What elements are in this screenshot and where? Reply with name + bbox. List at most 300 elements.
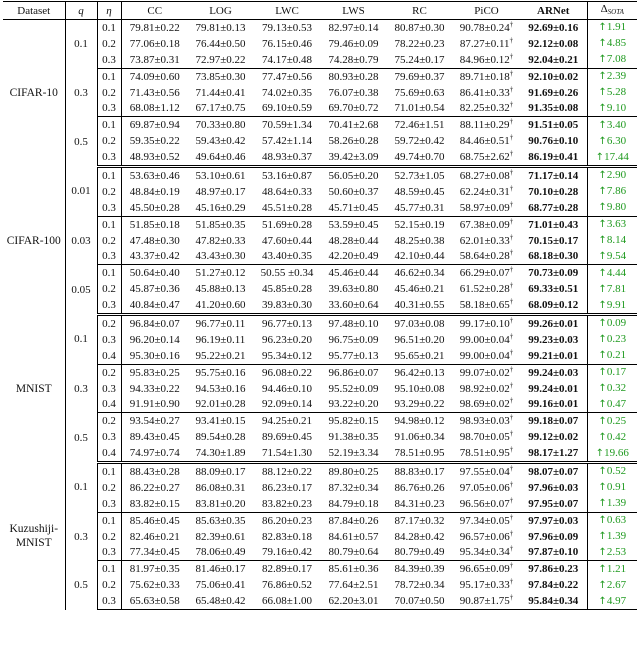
method-cell: 95.30±0.16: [121, 348, 188, 364]
up-arrow-icon: ↑: [598, 250, 607, 262]
method-cell: 84.28±0.42: [394, 530, 445, 543]
dagger-mark: †: [509, 36, 514, 45]
method-cell: 96.42±0.13: [394, 366, 445, 379]
eta-value: 0.3: [97, 381, 121, 397]
header-pico: PiCO: [453, 2, 520, 20]
pico-value: 87.27±0.11: [459, 37, 510, 50]
up-arrow-icon: ↑: [598, 595, 607, 607]
delta-value: 7.86: [606, 185, 627, 198]
pico-cell: [453, 200, 520, 216]
pico-value: 84.46±0.51: [459, 135, 510, 148]
method-cell: 52.19±3.34: [321, 445, 386, 462]
pico-value: 62.01±0.33: [459, 234, 510, 247]
delta-cell: [587, 100, 637, 116]
method-cell: 33.60±0.64: [321, 297, 386, 314]
method-cell: 45.51±0.28: [253, 200, 321, 216]
pico-value: 98.69±0.02: [459, 398, 510, 411]
up-arrow-icon: ↑: [598, 383, 607, 395]
eta-value: 0.2: [97, 413, 121, 429]
method-cell: 94.98±0.12: [394, 415, 445, 428]
up-arrow-icon: ↑: [598, 398, 607, 410]
method-cell: 70.41±2.68: [328, 119, 379, 132]
method-cell: 40.31±0.55: [386, 297, 453, 314]
pico-value: 68.27±0.08: [459, 169, 510, 182]
pico-value: 62.24±0.31: [459, 185, 510, 198]
up-arrow-icon: ↑: [598, 170, 607, 182]
pico-value: 97.05±0.06: [459, 481, 510, 494]
method-cell: 68.08±1.12: [121, 100, 188, 116]
table-row: [3, 348, 637, 364]
delta-cell: [587, 429, 637, 445]
up-arrow-icon: ↑: [598, 119, 607, 131]
arnet-cell: 99.18±0.07: [520, 413, 587, 429]
dataset-name-line: CIFAR-100: [6, 234, 61, 247]
method-cell: 80.79±0.49: [386, 545, 453, 561]
dataset-name: [3, 463, 65, 610]
method-cell: 95.10±0.08: [394, 382, 445, 395]
method-cell: 40.84±0.47: [121, 297, 188, 314]
delta-cell: [587, 577, 637, 593]
arnet-cell: 99.26±0.01: [520, 315, 587, 332]
eta-value: 0.2: [97, 184, 121, 200]
eta-value: 0.3: [97, 297, 121, 314]
dagger-mark: †: [509, 496, 514, 505]
delta-cell: [587, 233, 637, 249]
delta-cell: [587, 315, 637, 332]
eta-value: 0.4: [97, 348, 121, 364]
method-cell: 81.97±0.35: [129, 563, 180, 576]
method-cell: 84.39±0.39: [394, 563, 445, 576]
pico-cell: [453, 593, 520, 609]
q-value: 0.5: [65, 413, 97, 463]
dagger-mark: †: [509, 281, 514, 290]
arnet-cell: 97.95±0.07: [520, 496, 587, 512]
pico-value: 96.56±0.07: [459, 497, 510, 510]
delta-value: 4.97: [606, 594, 627, 607]
arnet-cell: 97.96±0.09: [520, 529, 587, 545]
dagger-mark: †: [509, 348, 514, 357]
method-cell: 70.07±0.50: [386, 593, 453, 609]
table-row: [3, 297, 637, 314]
method-cell: 97.03±0.08: [394, 317, 445, 330]
table-row: [3, 496, 637, 512]
table-row: [3, 52, 637, 68]
method-cell: 76.44±0.50: [195, 37, 246, 50]
delta-cell: [587, 117, 637, 133]
method-cell: 89.43±0.45: [129, 431, 180, 444]
method-cell: 82.89±0.17: [261, 563, 313, 576]
arnet-cell: 92.04±0.21: [520, 52, 587, 68]
table-row: [3, 480, 637, 496]
pico-cell: [453, 20, 520, 36]
method-cell: 42.20±0.49: [321, 248, 386, 264]
arnet-cell: 68.77±0.28: [520, 200, 587, 216]
dagger-mark: †: [509, 168, 514, 177]
method-cell: 67.17±0.75: [188, 100, 253, 116]
dataset-name: [3, 167, 65, 315]
delta-value: 1.91: [606, 21, 627, 34]
method-cell: 83.82±0.23: [253, 496, 321, 512]
method-cell: 78.22±0.23: [394, 37, 445, 50]
method-cell: 88.12±0.22: [261, 465, 313, 478]
table-row: [3, 265, 637, 281]
table-row: [3, 216, 637, 232]
method-cell: 74.09±0.60: [129, 70, 180, 83]
method-cell: 50.55 ±0.34: [260, 267, 314, 280]
up-arrow-icon: ↑: [598, 563, 607, 575]
delta-value: 7.08: [606, 53, 627, 66]
eta-value: 0.2: [97, 36, 121, 52]
pico-cell: [453, 184, 520, 200]
method-cell: 59.43±0.42: [195, 135, 246, 148]
header-eta: η: [97, 2, 121, 20]
pico-value: 99.00±0.04: [459, 333, 510, 346]
up-arrow-icon: ↑: [598, 186, 607, 198]
arnet-cell: 99.24±0.03: [520, 364, 587, 380]
up-arrow-icon: ↑: [598, 466, 607, 478]
pico-cell: [453, 496, 520, 512]
pico-value: 98.93±0.03: [459, 415, 510, 428]
eta-value: 0.1: [97, 265, 121, 281]
q-value: 0.05: [65, 265, 97, 315]
method-cell: 96.77±0.11: [195, 317, 246, 330]
eta-value: 0.1: [97, 68, 121, 84]
delta-cell: [587, 149, 637, 166]
table-row: [3, 100, 637, 116]
method-cell: 46.62±0.34: [394, 267, 445, 280]
up-arrow-icon: ↑: [598, 515, 607, 527]
pico-cell: [453, 413, 520, 429]
delta-value: 4.44: [606, 266, 627, 279]
eta-value: 0.2: [97, 233, 121, 249]
eta-value: 0.4: [97, 396, 121, 412]
delta-symbol: Δ: [600, 3, 608, 15]
up-arrow-icon: ↑: [598, 54, 607, 66]
method-cell: 91.06±0.34: [394, 431, 445, 444]
arnet-cell: 90.76±0.10: [520, 133, 587, 149]
eta-value: 0.3: [97, 100, 121, 116]
delta-value: 0.42: [606, 430, 627, 443]
delta-value: 1.39: [606, 497, 627, 510]
method-cell: 82.46±0.21: [129, 530, 180, 543]
eta-value: 0.1: [97, 20, 121, 36]
delta-value: 0.63: [606, 514, 627, 527]
arnet-cell: 92.69±0.16: [520, 20, 587, 36]
pico-value: 96.65±0.09: [459, 563, 510, 576]
delta-value: 17.44: [604, 150, 629, 163]
method-cell: 77.47±0.56: [261, 70, 313, 83]
method-cell: 71.01±0.54: [386, 100, 453, 116]
table-row: [3, 68, 637, 84]
method-cell: 45.88±0.13: [195, 283, 246, 296]
table-row: [3, 117, 637, 133]
dagger-mark: †: [509, 561, 514, 570]
q-value: 0.5: [65, 561, 97, 610]
method-cell: 48.64±0.33: [261, 185, 313, 198]
method-cell: 53.16±0.87: [261, 169, 313, 182]
method-cell: 92.01±0.28: [188, 396, 253, 412]
delta-value: 5.28: [606, 86, 627, 98]
method-cell: 75.62±0.33: [129, 579, 180, 592]
dataset-name-line: CIFAR-10: [9, 87, 58, 100]
method-cell: 79.81±0.13: [195, 21, 246, 34]
method-cell: 74.30±1.89: [188, 445, 253, 462]
method-cell: 51.69±0.28: [261, 218, 313, 231]
dataset-name: [3, 315, 65, 463]
method-cell: 75.06±0.41: [195, 579, 246, 592]
table-row: [3, 133, 637, 149]
dagger-mark: †: [509, 528, 514, 537]
header-dataset: Dataset: [3, 2, 65, 20]
pico-value: 61.52±0.28: [459, 283, 510, 296]
delta-value: 0.09: [606, 317, 627, 330]
dagger-mark: †: [509, 20, 514, 29]
dagger-mark: †: [509, 232, 514, 241]
method-cell: 79.81±0.22: [129, 21, 180, 34]
dataset-name-line: MNIST: [15, 382, 52, 395]
q-value: 0.01: [65, 167, 97, 217]
method-cell: 48.28±0.44: [328, 234, 379, 247]
table-row: [3, 85, 637, 101]
eta-value: 0.4: [97, 445, 121, 462]
method-cell: 49.64±0.46: [188, 149, 253, 166]
eta-value: 0.2: [97, 85, 121, 101]
table-row: [3, 315, 637, 332]
eta-value: 0.3: [97, 52, 121, 68]
pico-value: 99.00±0.04: [459, 349, 510, 362]
eta-value: 0.2: [97, 281, 121, 297]
pico-cell: [453, 396, 520, 412]
arnet-cell: 92.10±0.02: [520, 68, 587, 84]
delta-cell: [587, 512, 637, 528]
method-cell: 53.10±0.61: [195, 169, 246, 182]
up-arrow-icon: ↑: [598, 87, 607, 98]
table-row: [3, 429, 637, 445]
dagger-mark: †: [509, 68, 514, 77]
eta-value: 0.1: [97, 463, 121, 480]
delta-cell: [587, 463, 637, 480]
delta-cell: [587, 20, 637, 36]
method-cell: 52.15±0.19: [394, 218, 445, 231]
method-cell: 92.09±0.14: [253, 396, 321, 412]
delta-cell: [587, 593, 637, 609]
method-cell: 77.06±0.18: [129, 37, 180, 50]
q-value: 0.5: [65, 117, 97, 167]
q-value: 0.1: [65, 315, 97, 365]
dagger-mark: †: [509, 480, 514, 489]
method-cell: 74.02±0.35: [261, 86, 313, 99]
pico-cell: [453, 265, 520, 281]
method-cell: 94.33±0.22: [129, 382, 180, 395]
eta-value: 0.2: [97, 529, 121, 545]
method-cell: 77.64±2.51: [328, 579, 379, 592]
delta-value: 3.63: [606, 218, 627, 231]
pico-cell: [453, 248, 520, 264]
up-arrow-icon: ↑: [598, 546, 607, 558]
method-cell: 95.82±0.15: [328, 415, 379, 428]
method-cell: 76.86±0.52: [261, 579, 313, 592]
method-cell: 51.85±0.18: [129, 218, 180, 231]
pico-cell: [453, 529, 520, 545]
dagger-mark: †: [509, 248, 514, 257]
delta-value: 3.40: [606, 118, 627, 131]
up-arrow-icon: ↑: [598, 283, 607, 295]
pico-cell: [453, 233, 520, 249]
method-cell: 96.51±0.20: [394, 333, 445, 346]
delta-cell: [587, 36, 637, 52]
table-row: [3, 200, 637, 216]
method-cell: 96.08±0.22: [261, 366, 313, 379]
method-cell: 48.25±0.38: [394, 234, 445, 247]
method-cell: 86.22±0.27: [129, 481, 180, 494]
method-cell: 78.51±0.95: [386, 445, 453, 462]
method-cell: 88.09±0.17: [195, 465, 246, 478]
pico-value: 98.92±0.02: [459, 382, 510, 395]
up-arrow-icon: ↑: [598, 135, 607, 147]
arnet-cell: 91.51±0.05: [520, 117, 587, 133]
pico-value: 66.29±0.07: [459, 267, 510, 280]
arnet-cell: 69.33±0.51: [520, 281, 587, 297]
dataset-name-line: Kuzushiji-: [9, 523, 59, 536]
arnet-cell: 91.69±0.26: [520, 85, 587, 101]
delta-value: 9.91: [606, 298, 627, 311]
arnet-cell: 68.09±0.12: [520, 297, 587, 314]
delta-cell: [587, 529, 637, 545]
method-cell: 76.07±0.38: [328, 86, 379, 99]
arnet-cell: 70.10±0.28: [520, 184, 587, 200]
dagger-mark: †: [509, 133, 514, 142]
delta-cell: [587, 167, 637, 184]
delta-value: 0.21: [606, 349, 627, 362]
method-cell: 80.87±0.30: [394, 21, 445, 34]
delta-value: 19.66: [604, 446, 629, 459]
delta-value: 0.32: [606, 382, 627, 395]
eta-value: 0.1: [97, 512, 121, 528]
pico-value: 58.18±0.65: [459, 299, 510, 312]
pico-cell: [453, 480, 520, 496]
method-cell: 84.79±0.18: [321, 496, 386, 512]
up-arrow-icon: ↑: [598, 22, 607, 34]
pico-value: 90.87±1.75: [459, 595, 510, 608]
dagger-mark: †: [509, 577, 514, 586]
method-cell: 95.65±0.21: [386, 348, 453, 364]
pico-cell: [453, 133, 520, 149]
pico-value: 99.07±0.02: [459, 366, 510, 379]
dagger-mark: †: [509, 544, 514, 553]
method-cell: 73.85±0.30: [195, 70, 246, 83]
method-cell: 79.69±0.37: [394, 70, 445, 83]
up-arrow-icon: ↑: [598, 102, 607, 114]
method-cell: 89.54±0.28: [195, 431, 246, 444]
method-cell: 47.82±0.33: [195, 234, 246, 247]
pico-value: 89.71±0.18: [459, 70, 510, 83]
method-cell: 51.85±0.35: [195, 218, 246, 231]
method-cell: 93.41±0.15: [195, 415, 246, 428]
pico-cell: [453, 577, 520, 593]
pico-value: 67.38±0.09: [459, 218, 510, 231]
dagger-mark: †: [509, 513, 514, 521]
method-cell: 96.84±0.07: [129, 317, 180, 330]
delta-cell: [587, 396, 637, 412]
method-cell: 94.46±0.10: [261, 382, 313, 395]
arnet-cell: 70.15±0.17: [520, 233, 587, 249]
method-cell: 96.19±0.11: [195, 333, 246, 346]
pico-cell: [453, 100, 520, 116]
method-cell: 95.34±0.12: [253, 348, 321, 364]
method-cell: 72.97±0.22: [188, 52, 253, 68]
arnet-cell: 97.97±0.03: [520, 512, 587, 528]
table-row: [3, 233, 637, 249]
method-cell: 42.10±0.44: [386, 248, 453, 264]
arnet-cell: 92.12±0.08: [520, 36, 587, 52]
dagger-mark: †: [509, 100, 514, 109]
method-cell: 95.77±0.13: [321, 348, 386, 364]
dagger-mark: †: [509, 297, 514, 306]
method-cell: 66.08±1.00: [253, 593, 321, 609]
delta-cell: [587, 332, 637, 348]
pico-cell: [453, 68, 520, 84]
delta-cell: [587, 545, 637, 561]
eta-value: 0.3: [97, 248, 121, 264]
method-cell: 69.70±0.72: [321, 100, 386, 116]
method-cell: 43.43±0.30: [188, 248, 253, 264]
method-cell: 45.46±0.44: [328, 267, 379, 280]
method-cell: 59.72±0.42: [394, 135, 445, 148]
delta-value: 2.39: [606, 70, 627, 83]
dagger-mark: †: [509, 332, 514, 341]
method-cell: 71.44±0.41: [195, 86, 246, 99]
table-row: [3, 167, 637, 184]
delta-cell: [587, 381, 637, 397]
up-arrow-icon: ↑: [598, 531, 607, 543]
delta-cell: [587, 480, 637, 496]
delta-value: 8.14: [606, 234, 627, 247]
dagger-mark: †: [509, 200, 514, 209]
delta-value: 1.39: [606, 530, 627, 543]
method-cell: 48.84±0.19: [129, 185, 180, 198]
pico-cell: [453, 463, 520, 480]
dagger-mark: †: [509, 149, 514, 158]
arnet-cell: 71.17±0.14: [520, 167, 587, 184]
header-arnet: ARNet: [520, 2, 587, 20]
table-row: [3, 396, 637, 412]
method-cell: 57.42±1.14: [261, 135, 313, 148]
delta-cell: [587, 413, 637, 429]
q-value: 0.1: [65, 463, 97, 513]
pico-cell: [453, 348, 520, 364]
eta-value: 0.3: [97, 496, 121, 512]
q-value: 0.3: [65, 68, 97, 117]
table-row: [3, 545, 637, 561]
method-cell: 70.33±0.80: [195, 119, 246, 132]
table-row: [3, 248, 637, 264]
table-row: [3, 512, 637, 528]
q-value: 0.03: [65, 216, 97, 265]
arnet-cell: 71.01±0.43: [520, 216, 587, 232]
method-cell: 48.93±0.37: [253, 149, 321, 166]
pico-value: 96.57±0.06: [459, 530, 510, 543]
method-cell: 65.63±0.58: [121, 593, 188, 609]
method-cell: 70.59±1.34: [261, 119, 313, 132]
delta-cell: [587, 348, 637, 364]
pico-value: 88.11±0.29: [459, 119, 510, 132]
method-cell: 53.63±0.46: [129, 169, 180, 182]
method-cell: 71.43±0.56: [129, 86, 180, 99]
delta-subscript: SOTA: [607, 8, 624, 16]
method-cell: 79.16±0.42: [253, 545, 321, 561]
pico-cell: [453, 364, 520, 380]
eta-value: 0.2: [97, 315, 121, 332]
